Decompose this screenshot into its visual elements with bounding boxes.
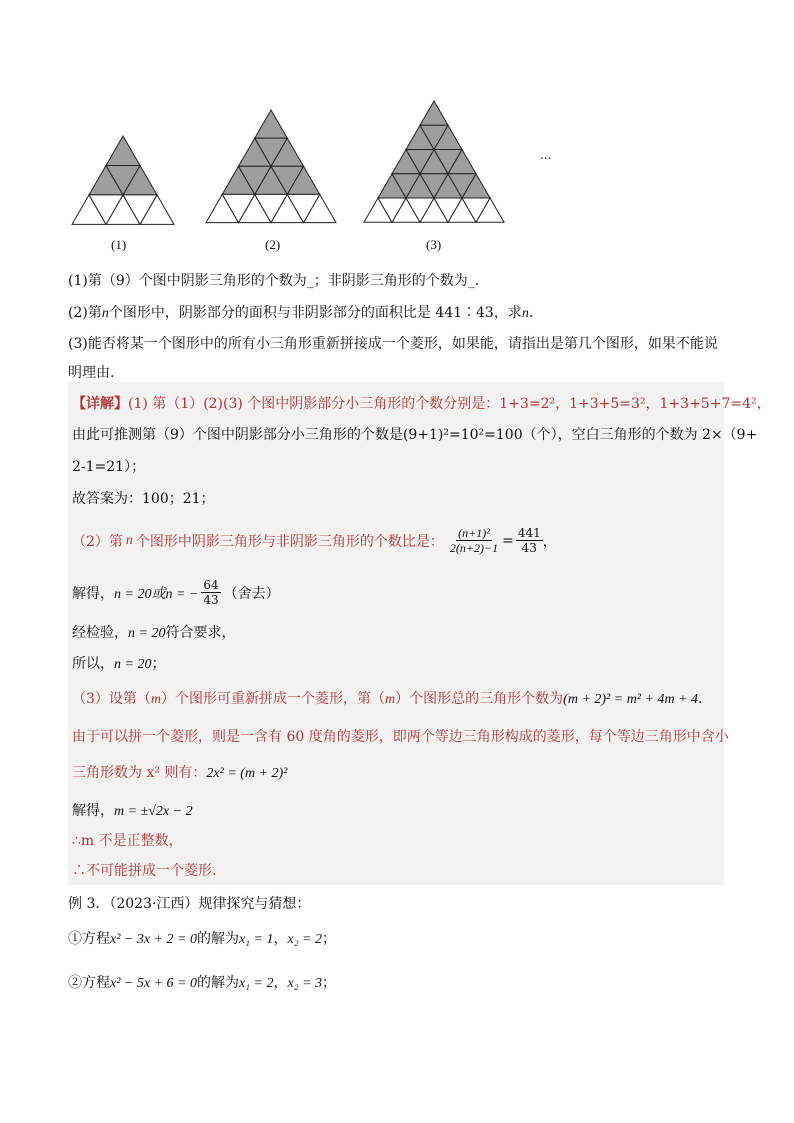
fraction-441-43 — [516, 526, 543, 555]
answer-text-6c: （舍去） — [223, 585, 280, 602]
fraction-denominator: 43 — [203, 593, 219, 607]
answer-text-12a: 解得， — [72, 803, 114, 819]
example-item-2 — [68, 972, 336, 992]
answer-text-7a: 经检验， — [72, 625, 128, 641]
question-2-end: . — [528, 305, 534, 321]
example-2-sep: ， — [273, 975, 288, 991]
figure-2 — [206, 110, 336, 223]
answer-line-12 — [72, 800, 193, 820]
question-3-line-2: 明理由. — [68, 365, 115, 381]
figure-3 — [364, 101, 504, 222]
answer-text-9-end: . — [698, 691, 703, 707]
answer-line-6 — [72, 578, 280, 607]
fraction-ratio — [448, 526, 500, 555]
variable-m: m — [150, 692, 162, 707]
fraction-denominator: 2(n+2)−1 — [449, 541, 499, 555]
answer-line-10: 由于可以拼一个菱形，则是一含有 60 度角的菱形，即两个等边三角形构成的菱形，每个等边三角形中含小 — [72, 729, 729, 745]
answer-text-7c: 符合要求， — [165, 625, 236, 641]
example-2-end: ； — [322, 975, 337, 991]
answer-text-1: (1) 第（1）(2)(3) 个图中阴影部分小三角形的个数分别是：1+3=2²，1+3+5=3²，1+3+5+7=4²， — [128, 396, 771, 412]
answer-line-11 — [72, 762, 287, 782]
fraction-numerator: 64 — [203, 578, 219, 592]
example-1-equation: x² − 3x + 2 = 0 — [110, 932, 197, 947]
shaded-triangle — [420, 101, 448, 125]
example-2-prefix: ②方程 — [68, 975, 110, 991]
answer-text-8c: ； — [151, 656, 166, 672]
answer-math-9: (m + 2)² = m² + 4m + 4 — [563, 692, 699, 707]
example-1-solution-1: x₁ = 1 — [238, 932, 274, 947]
example-2-solution-2: x₂ = 3 — [287, 976, 323, 991]
answer-math-7: n = 20 — [128, 626, 166, 641]
question-3-line-1: (3)能否将某一个图形中的所有小三角形重新拼接成一个菱形，如果能，请指出是第几个图形，如果不能说 — [68, 336, 718, 352]
answer-math-12: m = ±√2x − 2 — [114, 804, 193, 819]
example-2-equation: x² − 5x + 6 = 0 — [110, 976, 197, 991]
figure-1 — [72, 136, 174, 224]
example-1-end: ； — [322, 931, 337, 947]
figure-3-caption: (3) — [426, 237, 442, 252]
question-2-prefix: (2)第 — [68, 305, 102, 321]
triangle-figures — [0, 0, 794, 260]
answer-line-9 — [72, 688, 702, 708]
variable-n: n — [125, 532, 133, 548]
answer-tag: 【详解】 — [72, 396, 128, 412]
answer-math-8: n = 20 — [114, 657, 152, 672]
answer-line-1 — [72, 393, 771, 413]
example-1-prefix: ①方程 — [68, 931, 110, 947]
equals-sign: = — [502, 532, 514, 549]
answer-text-9a: （3）设第（ — [72, 691, 151, 707]
answer-line-13: ∴m 不是正整数， — [72, 833, 183, 849]
answer-text-11a: 三角形数为 x² 则有： — [72, 765, 207, 781]
answer-text-9b: ）个图形可重新拼成一个菱形，第（ — [161, 691, 386, 707]
example-title: 例 3．（2023·江西）规律探究与猜想： — [68, 896, 311, 912]
answer-math-6: n = 20或n = − — [114, 586, 199, 602]
example-1-solution-2: x₂ = 2 — [287, 932, 323, 947]
answer-line-14: ∴不可能拼成一个菱形. — [72, 863, 217, 879]
figure-ellipsis: ... — [540, 148, 552, 162]
variable-n: n — [521, 306, 529, 321]
answer-line-5 — [72, 526, 557, 555]
shaded-triangle — [255, 110, 288, 138]
answer-text-8a: 所以， — [72, 656, 114, 672]
example-1-mid: 的解为 — [196, 931, 239, 947]
answer-text-9c: ）个图形总的三角形个数为 — [395, 691, 564, 707]
figure-1-caption: (1) — [111, 237, 127, 252]
variable-n: n — [101, 306, 109, 321]
fraction-numerator: (n+1)² — [458, 526, 490, 540]
answer-line-7 — [72, 622, 235, 642]
answer-line-3: 2-1=21）； — [72, 459, 146, 475]
example-2-solution-1: x₁ = 2 — [238, 976, 274, 991]
fraction-denominator: 43 — [521, 541, 537, 555]
fraction-numerator: 441 — [517, 526, 541, 540]
answer-line-8 — [72, 653, 165, 673]
answer-text-5b: 个图形中阴影三角形与非阴影三角形的个数比是： — [135, 533, 444, 550]
answer-text-5-end: ， — [542, 533, 557, 550]
figure-2-caption: (2) — [265, 237, 281, 252]
answer-math-11: 2x² = (m + 2)² — [206, 766, 288, 781]
question-2-text: 个图形中，阴影部分的面积与非阴影部分的面积比是 441∶43，求 — [108, 305, 522, 321]
fraction-64-43 — [201, 578, 220, 607]
example-2-mid: 的解为 — [196, 975, 239, 991]
variable-m: m — [385, 692, 396, 707]
shaded-triangle — [106, 136, 140, 165]
question-1: (1)第（9）个图中阴影三角形的个数为_；非阴影三角形的个数为_. — [68, 273, 480, 289]
question-2 — [68, 302, 533, 322]
example-1-sep: ， — [273, 931, 288, 947]
answer-text-5a: （2）第 — [72, 533, 123, 550]
answer-text-6a: 解得， — [72, 585, 114, 602]
answer-line-2: 由此可推测第（9）个图中阴影部分小三角形的个数是(9+1)²=10²=100（个），空白三角形的个数为 2×（9+ — [72, 427, 758, 443]
example-item-1 — [68, 928, 336, 948]
answer-line-4: 故答案为：100；21； — [72, 491, 215, 507]
